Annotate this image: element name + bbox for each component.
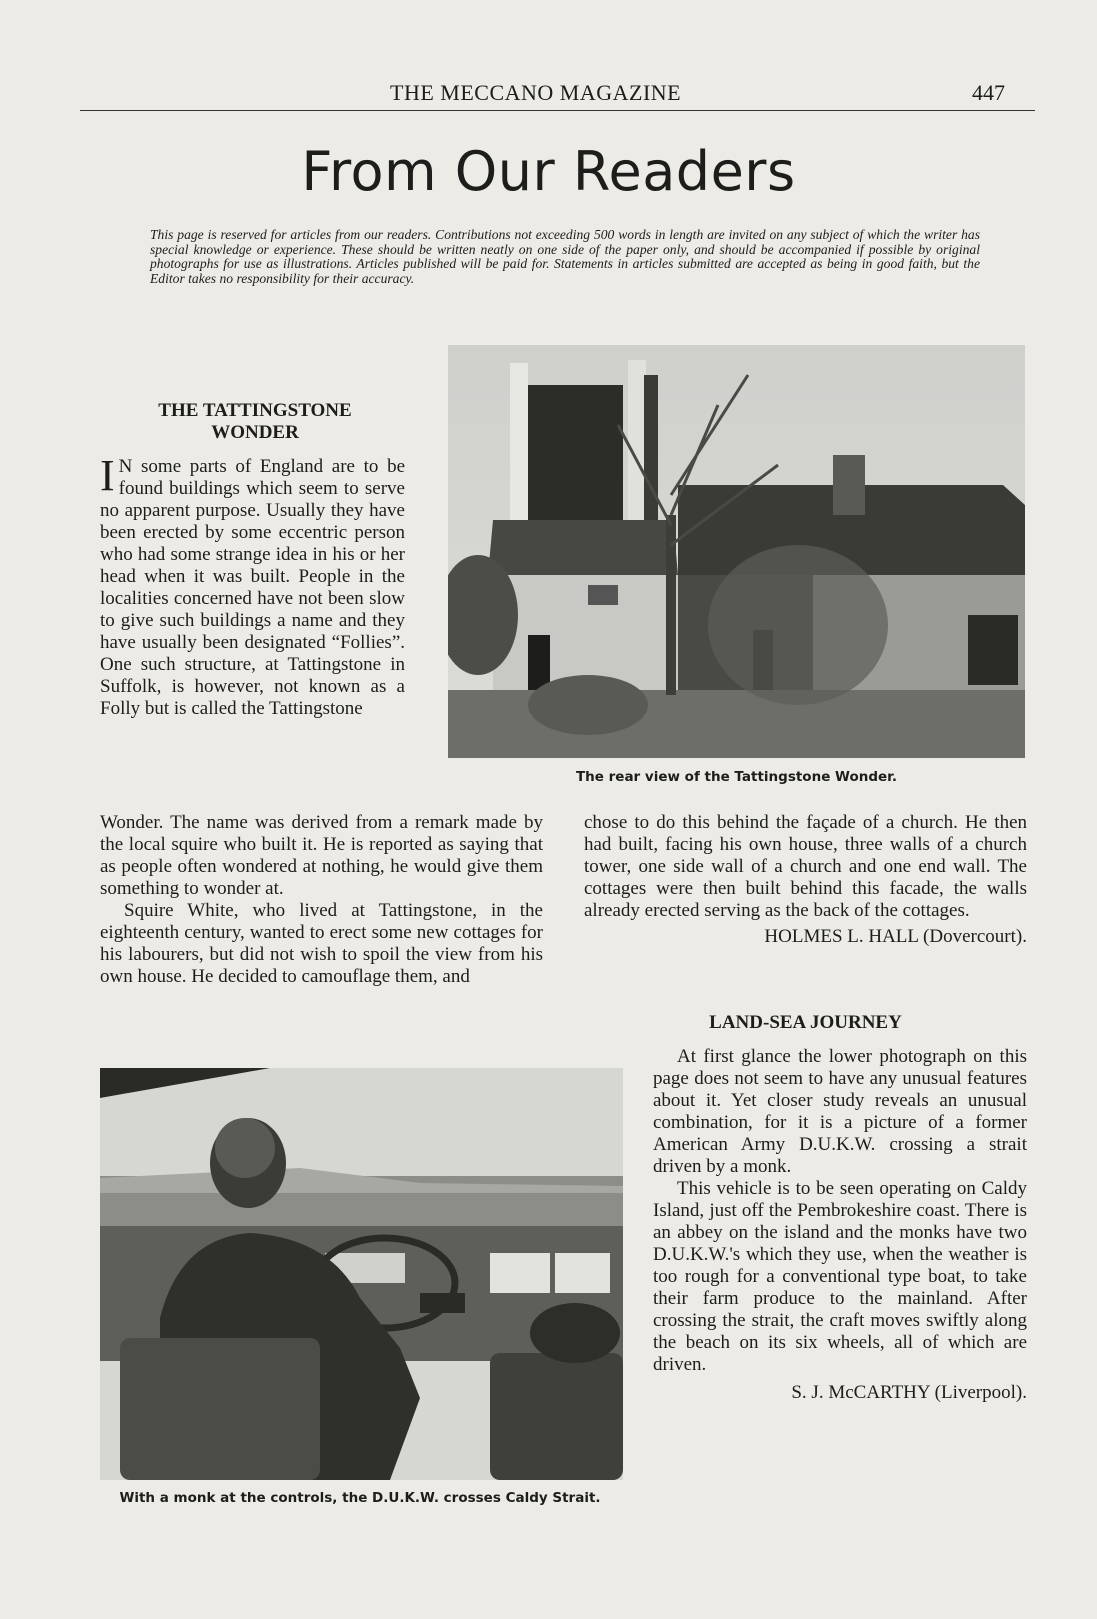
- article-body-tattingstone-part1: [100, 451, 405, 720]
- page-number: 447: [972, 80, 1005, 105]
- paragraph-tattingstone-1b: Wonder. The name was derived from a remark made by the local squire who built it. He is reported as saying that as people often wondered at nothing, he would give them something to wonder at.: [100, 812, 543, 899]
- dukw-photo: [100, 1068, 623, 1480]
- drop-cap: I: [100, 451, 115, 500]
- article-heading-line2: WONDER: [211, 422, 299, 443]
- running-header: [80, 80, 1035, 111]
- article-body-land-sea: [653, 1046, 1027, 1404]
- article-heading-land-sea: LAND-SEA JOURNEY: [709, 1012, 902, 1033]
- intro-note: This page is reserved for articles from our readers. Contributions not exceeding 500 words in length are invited on any subject of which the writer has special knowledge or experience. These should be written neatly on one side of the paper only, and should be accompanied if possible by original photographs for use as illustrations. Articles published will be paid for. Statements in articles submitted are accepted as being in good faith, but the Editor takes no responsibility for their accuracy.: [150, 227, 980, 286]
- paragraph-tattingstone-3: chose to do this behind the façade of a church. He then had built, facing his own house, three walls of a church tower, one side wall of a church and one end wall. The cottages were then built behind this facade, the walls already erected serving as the back of the cottages.: [584, 812, 1027, 921]
- article-body-tattingstone-part2: [100, 812, 543, 988]
- magazine-title: THE MECCANO MAGAZINE: [390, 80, 682, 105]
- page-title: From Our Readers: [301, 140, 796, 203]
- paragraph-tattingstone-1a: N some parts of England are to be found buildings which seem to serve no apparent purpose. Usually they have been erected by some eccentric person who had some strange idea in his or her head when it was built. People in the localities concerned have not been slow to give such buildings a name and they have usually been designated “Follies”. One such structure, at Tattingstone in Suffolk, is however, not known as a Folly but is called the Tattingstone: [100, 456, 405, 719]
- paragraph-tattingstone-2: Squire White, who lived at Tattingstone, in the eighteenth century, wanted to erect some new cottages for his labourers, but did not wish to spoil the view from his own house. He decided to camouflage them, and: [100, 900, 543, 987]
- article-heading-tattingstone: [100, 400, 410, 444]
- byline-land-sea: S. J. McCARTHY (Liverpool).: [791, 1382, 1027, 1403]
- paragraph-land-sea-2: This vehicle is to be seen operating on Caldy Island, just off the Pembrokeshire coast. There is an abbey on the island and the monks have two D.U.K.W.'s which they use, when the weather is too rough for a conventional type boat, to take their farm produce to the mainland. After crossing the strait, the craft moves swiftly along the beach on its six wheels, all of which are driven.: [653, 1178, 1027, 1375]
- byline-tattingstone: HOLMES L. HALL (Dovercourt).: [764, 926, 1027, 947]
- photo-caption-dukw: With a monk at the controls, the D.U.K.W. crosses Caldy Strait.: [119, 1490, 601, 1506]
- tattingstone-photo: [448, 345, 1025, 758]
- paragraph-land-sea-1: At first glance the lower photograph on this page does not seem to have any unusual features about it. Yet closer study reveals an unusual combination, for it is a picture of a former American Army D.U.K.W. crossing a strait driven by a monk.: [653, 1046, 1027, 1177]
- article-heading-line1: THE TATTINGSTONE: [158, 400, 352, 421]
- article-body-tattingstone-part3: [584, 812, 1027, 948]
- photo-caption-tattingstone: The rear view of the Tattingstone Wonder.: [575, 769, 898, 785]
